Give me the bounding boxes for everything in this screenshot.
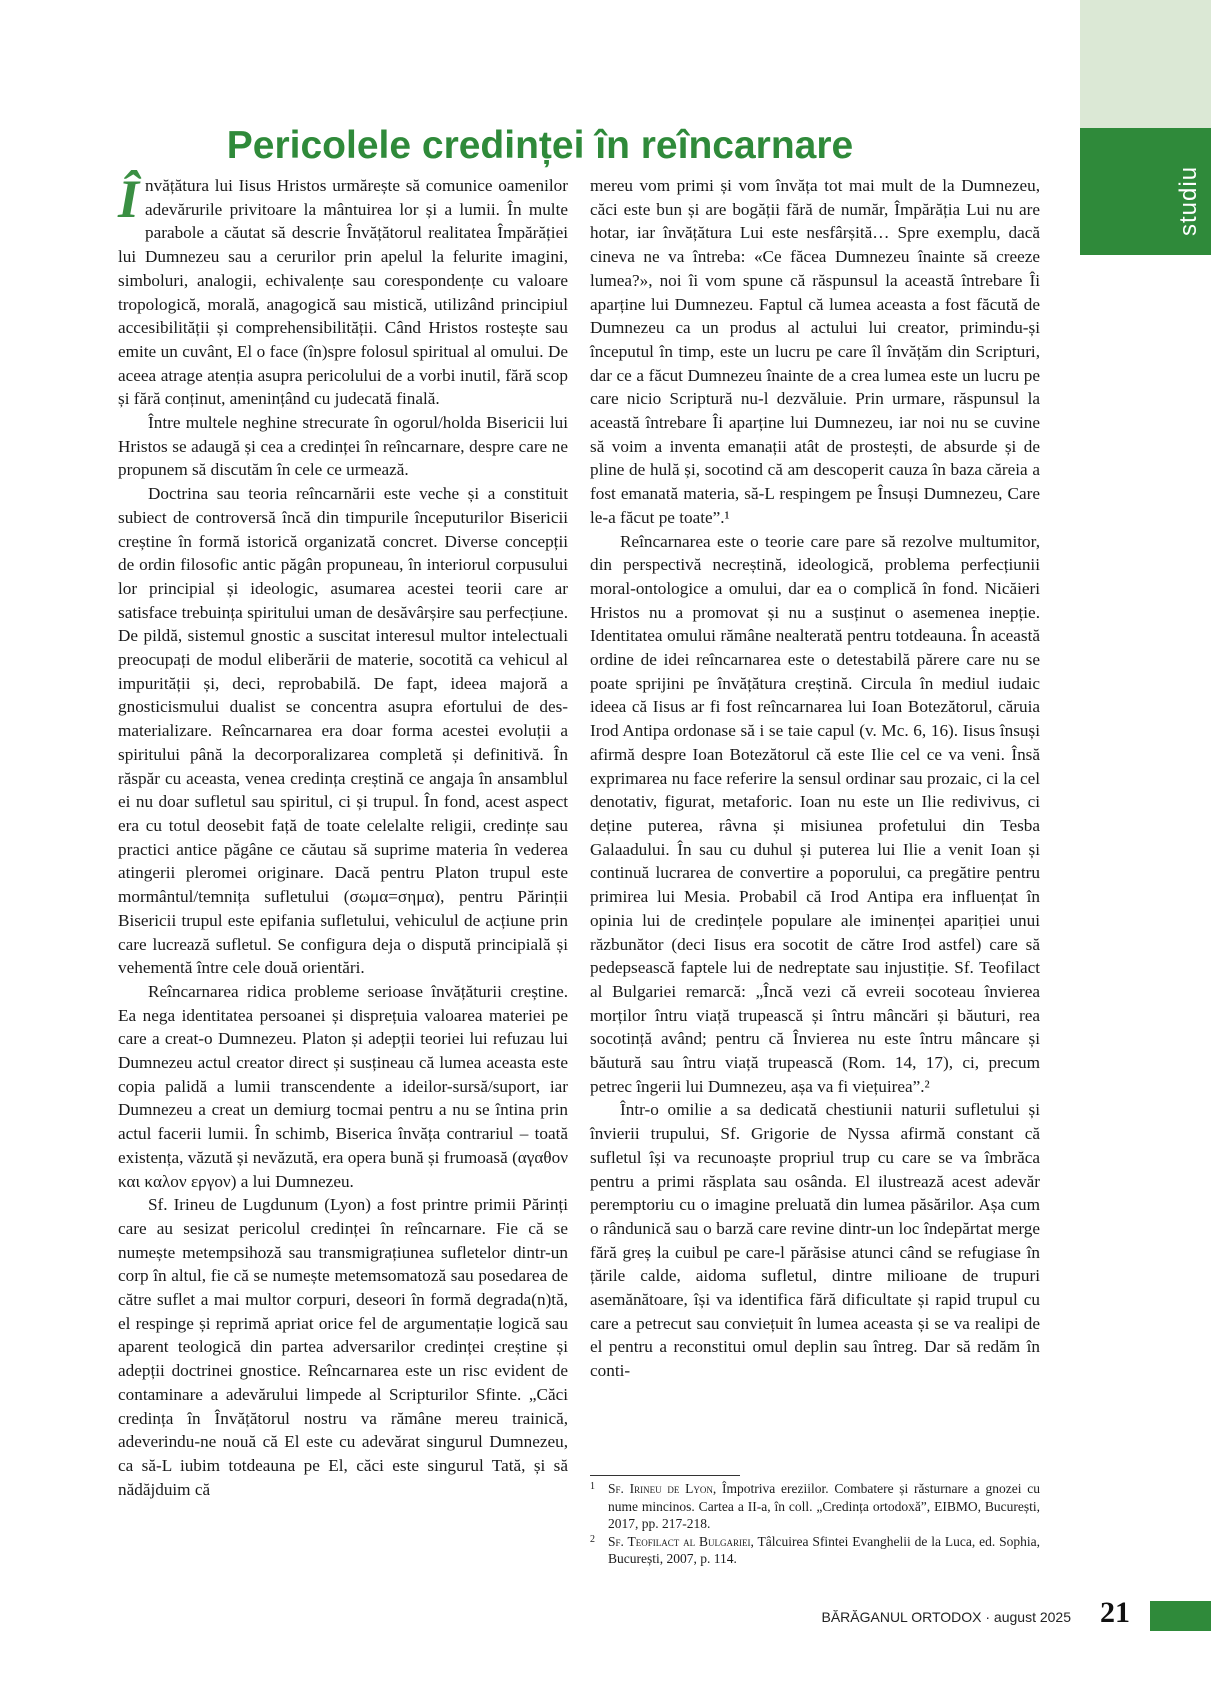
right-column (590, 174, 1040, 1383)
paragraph: Învățătura lui Iisus Hristos urmărește să comunice oamenilor adevărurile privitoare la mântuirea lor și a lumii. În multe parabole a căutat să descrie Învățătorul realitatea Împărăției lui Dumnezeu sau a cerurilor prin apelul la felurite imagini, simboluri, analogii, echivalențe sau corespondențe cu valoare tropologică, morală, anagogică sau mistică, utilizând principiul accesibilității și comprehensibilității. Când Hristos rostește sau emite un cuvânt, El o face (în)spre folosul spiritual al omului. De aceea atrage atenția asupra pericolului de a vorbi inutil, fără scop și fără conținut, amenințând cu judecată finală. (118, 169, 568, 409)
article-title: Pericolele credinței în reîncarnare (226, 124, 854, 167)
dropcap-initial: Î (118, 169, 140, 229)
section-label: studiu (1175, 165, 1202, 236)
footnote (590, 1480, 1040, 1533)
footnote-text: , Tâlcuirea Sfintei Evanghelii de la Luca, ed. Sophia, București, 2007, p. 114. (608, 1533, 1040, 1566)
paragraph: Reîncarnarea este o teorie care pare să rezolve multumitor, din perspectivă necreștină, ideologică, problema perfecțiunii moral-ontologice a omului, dar ea o complică în fond. Nicăieri Hristos nu a promovat și nu a susținut o asemenea inepție. Identitatea omului rămâne nealterată pentru totdeauna. În această ordine de idei reîncarnarea este o detestabilă părere care nu se poate sprijini pe învățătura creștină. Circula în mediul iudaic ideea că Iisus ar fi fost reîncarnarea lui Ioan Botezătorul, căruia Irod Antipa ordonase să i se taie capul (v. Mc. 6, 16). Iisus însuși afirmă despre Ioan Botezătorul că este Ilie cel ce va veni. Însă exprimarea nu face referire la sensul ordinar sau prozaic, ci la cel denotativ, figurat, metaforic. Ioan nu este un Ilie redivivus, ci deține puterea, râvna și misiunea profetului din Tesba Galaadului. În sau cu duhul și puterea lui Ilie a venit Ioan și continuă lucrarea de convertire a poporului, ca pregătire pentru primirea lui Mesia. Probabil că Irod Antipa era influențat în opinia lui de credințele populare ale iminenței apariției unui răzbunător (deci Iisus era socotit de către Irod astfel) care să pedepsească faptele lui de nedreptate sau injustiție. Sf. Teofilact al Bulgariei remarcă: „Încă vezi că evreii socoteau învierea morților întru viață trupească și întru mâncări și băuturi, rea socotință având; pentru că Învierea nu este întru mâncare și băutură sau întru viață trupească (Rom. 14, 17), ci, precum petrec îngerii lui Dumnezeu, așa va fi viețuirea”.² (590, 531, 1040, 1096)
paragraph: Sf. Irineu de Lugdunum (Lyon) a fost printre primii Părinți care au sesizat pericolul credinței în reîncarnare. Fie că se numește metempsihoză sau transmigrațiunea sufletelor dintr-un corp în altul, fie că se numește metemsomatoză sau posedarea de către suflet a mai multor corpuri, deseori în formă degrada(n)tă, el respinge și reprimă apriat orice fel de argumentație logică sau aparent teologică din partea adversarilor credinței creștine și adepții doctrinei gnostice. Reîncarnarea este un risc evident de contaminare a adevărului limpede al Scripturilor Sfinte. „Căci credința în Învățătorul nostru va rămâne mereu trainică, adeverindu-ne nouă că El este cu adevărat singurul Dumnezeu, ca să-L iubim totdeauna pe El, căci este singurul Tată, și să nădăjduim că (118, 1195, 568, 1499)
footnote-author: Sf. Irineu de Lyon (608, 1481, 713, 1496)
footnote-text: , Împotriva ereziilor. Combatere și răsturnare a gnozei cu nume mincinos. Cartea a II-a, în coll. „Credința ortodoxă”, EIBMO, București, 2017, pp. 217-218. (608, 1481, 1040, 1531)
paragraph: Între multele neghine strecurate în ogorul/holda Bisericii lui Hristos se adaugă și cea a credinței în reîncarnare, despre care ne propunem să discutăm în cele ce urmează. (118, 413, 568, 480)
left-column (118, 169, 568, 1501)
page-number: 21 (1100, 1596, 1130, 1629)
side-tab-light (1080, 0, 1211, 128)
paragraph: Într-o omilie a sa dedicată chestiunii naturii sufletului și învierii trupului, Sf. Grigorie de Nyssa afirmă constant că sufletul își va recunoaște propriul trup cu care se va îmbrăca pentru a primi răsplata sau osânda. El ilustrează acest adevăr peremptoriu cu o imagine preluată din lumea păsărilor. Așa cum o rândunică sau o barză care revine dintr-un loc îndepărtat merge fără greș la cuibul pe care-l părăsise atunci când se refugiase în țările calde, aidoma sufletul, dintre milioane de trupuri asemănătoare, își va identifica fără dificultate și rapid trupul cu care a petrecut sau conviețuit în lumea aceasta și se va realipi de el pentru a reconstitui omul deplin sau întreg. Dar să redăm în conti- (590, 1100, 1040, 1381)
paragraph: Doctrina sau teoria reîncarnării este veche și a constituit subiect de controversă încă din timpurile începuturilor Bisericii creștine în formă istorică organizată concret. Diverse concepții de ordin filosofic antic păgân propuneau, în interiorul corpusului lor principial și ideologic, asumarea acestei teorii care ar satisface trebuința spiritului uman de desăvârșire sau perfecțiune. De pildă, sistemul gnostic a suscitat interesul multor intelectuali preocupați de modul eliberării de materie, socotită ca vehicul al impurității și, deci, reprobabilă. De fapt, ideea majoră a gnosticismului dualist se concentra asupra efortului de des-materializare. Reîncarnarea era doar forma acestei evoluții a spiritului până la decorporalizarea completă și definitivă. În răspăr cu aceasta, venea credința creștină ce angaja în ansamblul ei nu doar sufletul sau spiritul, ci și trupul. În fond, acest aspect era cu totul deosebit față de toate celelalte religii, credințe sau practici antice păgâne ce căutau să suprime materia în vederea atingerii pleromei originare. Dacă pentru Platon trupul este mormântul/temnița sufletului (σωμα=σημα), pentru Părinții Bisericii trupul este epifania sufletului, vehiculul de acțiune prin care lucrează sufletul. Se configura deja o dispută principială și vehementă între cele două orientări. (118, 484, 568, 978)
footer-bar (1150, 1601, 1211, 1631)
publication-footer: BĂRĂGANUL ORTODOX · august 2025 (821, 1609, 1071, 1625)
paragraph: mereu vom primi și vom învăța tot mai mult de la Dumnezeu, căci este bun și are bogății fără de număr, Împărăția Lui nu are hotar, iar învățătura Lui este nesfârșită… Spre exemplu, dacă cineva ne va întreba: «Ce făcea Dumnezeu înainte să creeze lumea?», noi îi vom spune că răspunsul la această întrebare Îi aparține lui Dumnezeu. Faptul că lumea aceasta a fost făcută de Dumnezeu ca un produs al actului lui creator, primindu-și începutul în timp, este un lucru pe care îl învățăm din Scripturi, dar ce a făcut Dumnezeu înainte de a crea lumea este un lucru pe care nicio Scriptură nu-l dezvăluie. Prin urmare, răspunsul la această întrebare Îi aparține lui Dumnezeu, iar noi nu se cuvine să voim a inventa emanații atât de prostești, de absurde și de pline de hulă și, socotind că am descoperit cauza în baza căreia a fost emanată materia, să-L respingem pe Însuși Dumnezeu, Care le-a făcut pe toate”.¹ (590, 176, 1040, 527)
footnotes (590, 1475, 1040, 1568)
footnote-number: 2 (590, 1533, 595, 1545)
footnote-rule (590, 1475, 740, 1476)
paragraph: Reîncarnarea ridica probleme serioase învățăturii creștine. Ea nega identitatea persoanei și disprețuia valoarea materiei pe care a creat-o Dumnezeu. Platon și adepții teoriei lui refuzau lui Dumnezeu actul creator direct și susțineau că lumea aceasta este copia palidă a lumii transcendente a ideilor-sursă/suport, iar Dumnezeu a creat un demiurg tocmai pentru a nu se întina prin actul facerii lumii. În schimb, Biserica învăța contrariul – toată existența, văzută și nevăzută, era opera bună și frumoasă (αγαθον και καλον εργον) a lui Dumnezeu. (118, 981, 568, 1191)
footnote-number: 1 (590, 1481, 595, 1492)
footnote-author: Sf. Teofilact al Bulgariei (608, 1533, 751, 1549)
footnote (590, 1533, 1040, 1568)
section-tab (1080, 128, 1211, 255)
